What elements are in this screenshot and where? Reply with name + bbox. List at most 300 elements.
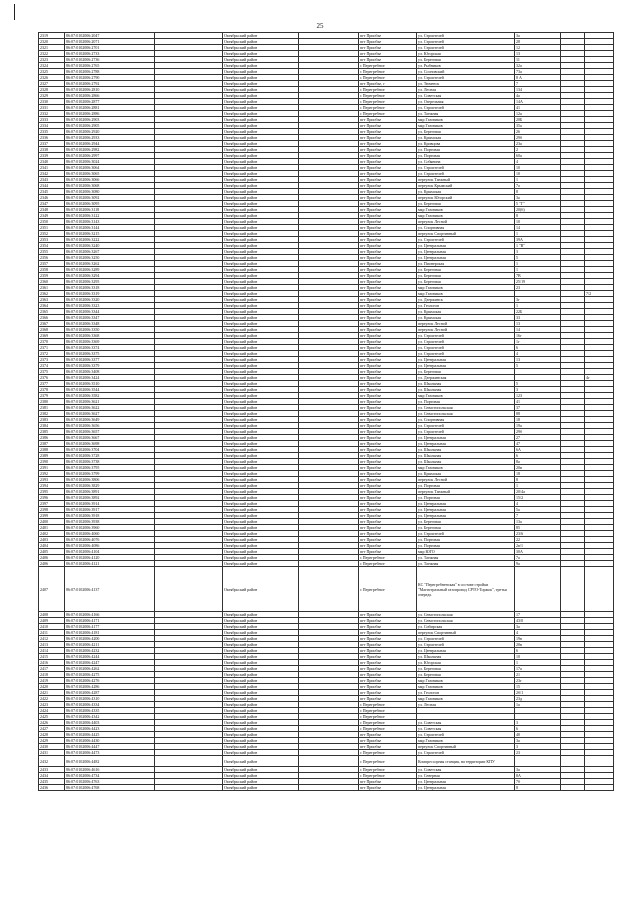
street: ул. Школьная: [417, 387, 515, 393]
cadastral-number: 86:07:0102006:4430: [65, 738, 155, 744]
cadastral-number: 86:07:0102006:3064: [65, 165, 155, 171]
locality: пгт Приобье: [359, 624, 417, 630]
district: Октябрьский район: [223, 429, 299, 435]
row-number: 2349: [39, 213, 65, 219]
locality: пгт Приобье: [359, 147, 417, 153]
row-number: 2355: [39, 249, 65, 255]
locality: пгт Приобье: [359, 243, 417, 249]
locality: пгт Приобье: [359, 303, 417, 309]
district: Октябрьский район: [223, 471, 299, 477]
cadastral-number: 86:07:0102006:3918: [65, 513, 155, 519]
cadastral-number: 86:07:0102006:4121: [65, 561, 155, 567]
district: Октябрьский район: [223, 93, 299, 99]
extra-cell: 4г: [585, 375, 614, 381]
street: переулок Лесной: [417, 327, 515, 333]
row-number: 2353: [39, 237, 65, 243]
locality: с Перегребное: [359, 75, 417, 81]
street: мкр Газовиков: [417, 207, 515, 213]
house-number: 27: [515, 435, 561, 441]
row-number: 2347: [39, 201, 65, 207]
house-number: 5а: [515, 507, 561, 513]
street: ул. Береговая: [417, 57, 515, 63]
row-number: 2380: [39, 399, 65, 405]
house-number: 6: [515, 648, 561, 654]
street: ул. Строителей: [417, 429, 515, 435]
house-number: 3: [515, 720, 561, 726]
row-number: 2378: [39, 387, 65, 393]
locality: с Перегребное: [359, 720, 417, 726]
locality: пгт Приобье: [359, 135, 417, 141]
district: Октябрьский район: [223, 654, 299, 660]
street: ул. Рыбников: [417, 63, 515, 69]
street: ул. Береговая: [417, 279, 515, 285]
district: Октябрьский район: [223, 33, 299, 39]
street: переулок Югорский: [417, 195, 515, 201]
row-number: 2360: [39, 279, 65, 285]
locality: пгт Приобье: [359, 477, 417, 483]
cadastral-number: 86:07:0102006:3917: [65, 507, 155, 513]
cadastral-number: 86:07:0102006:4734: [65, 773, 155, 779]
row-number: 2322: [39, 51, 65, 57]
cadastral-number: 86:07:0102006:4423: [65, 726, 155, 732]
street: ул. Таежная: [417, 111, 515, 117]
cadastral-number: 86:07:0102006:2920: [65, 129, 155, 135]
street: ул. Портовая: [417, 399, 515, 405]
extra-cell: [561, 567, 585, 612]
house-number: 39А: [515, 237, 561, 243]
street: ул. Центральная: [417, 255, 515, 261]
house-number: 4а: [515, 93, 561, 99]
locality: пгт Приобье: [359, 273, 417, 279]
row-number: 2382: [39, 411, 65, 417]
row-number: 2412: [39, 636, 65, 642]
cadastral-number: 86:07:0102006:3318: [65, 285, 155, 291]
locality: пгт Приобье: [359, 333, 417, 339]
street: ул. Строителей: [417, 642, 515, 648]
locality: пгт Приобье: [359, 672, 417, 678]
district: Октябрьский район: [223, 279, 299, 285]
row-number: 2406: [39, 555, 65, 561]
locality: пгт Приобье: [359, 648, 417, 654]
row-number: 2428: [39, 732, 65, 738]
row-number: 2433: [39, 767, 65, 773]
locality: с Перегребное: [359, 561, 417, 567]
locality: с Перегребное: [359, 756, 417, 767]
locality: пгт Приобье: [359, 357, 417, 363]
row-number: 2397: [39, 501, 65, 507]
district: Октябрьский район: [223, 57, 299, 63]
house-number: 7: [515, 513, 561, 519]
house-number: 12а: [515, 111, 561, 117]
district: Октябрьский район: [223, 69, 299, 75]
district: Октябрьский район: [223, 779, 299, 785]
street: ул. Школьная: [417, 381, 515, 387]
street: ул. Геологов: [417, 690, 515, 696]
street: ул. Строителей: [417, 345, 515, 351]
district: Октябрьский район: [223, 624, 299, 630]
row-number: 2359: [39, 273, 65, 279]
row-number: 2338: [39, 147, 65, 153]
extra-cell: 7/2: [585, 291, 614, 297]
row-number: 2325: [39, 69, 65, 75]
cadastral-number: 86:07:0102006:3222: [65, 237, 155, 243]
district: Октябрьский район: [223, 45, 299, 51]
district: Октябрьский район: [223, 465, 299, 471]
cadastral-number: 86:07:0102006:4137: [65, 567, 155, 612]
house-number: [515, 756, 561, 767]
street: ул. Сибирская: [417, 624, 515, 630]
locality: пгт Приобье: [359, 171, 417, 177]
cadastral-number: 86:07:0102006:3347: [65, 315, 155, 321]
locality: пгт Приобье: [359, 660, 417, 666]
street: ул. Таежная: [417, 561, 515, 567]
row-number: 2328: [39, 87, 65, 93]
locality: пгт Приобье: [359, 249, 417, 255]
district: Октябрьский район: [223, 489, 299, 495]
house-number: 18: [515, 471, 561, 477]
district: Октябрьский район: [223, 678, 299, 684]
district: Октябрьский район: [223, 237, 299, 243]
district: Октябрьский район: [223, 267, 299, 273]
row-number: 2321: [39, 45, 65, 51]
row-number: 2351: [39, 225, 65, 231]
locality: пгт Приобье: [359, 57, 417, 63]
cadastral-number: 86:07:0102006:4120: [65, 555, 155, 561]
house-number: 15: [515, 684, 561, 690]
district: Октябрьский район: [223, 81, 299, 87]
district: Октябрьский район: [223, 225, 299, 231]
district: Октябрьский район: [223, 660, 299, 666]
cadastral-number: 86:07:0102006:3240: [65, 243, 155, 249]
house-number: 23д: [515, 696, 561, 702]
district: Октябрьский район: [223, 87, 299, 93]
cadastral-number: 86:07:0102006:3319: [65, 291, 155, 297]
district: Октябрьский район: [223, 327, 299, 333]
locality: с Перегребное: [359, 567, 417, 612]
locality: с Перегребное: [359, 99, 417, 105]
district: Октябрьский район: [223, 411, 299, 417]
house-number: 28: [515, 39, 561, 45]
district: Октябрьский район: [223, 357, 299, 363]
house-number: 3а: [515, 33, 561, 39]
district: Октябрьский район: [223, 213, 299, 219]
cadastral-number: 86:07:0102006:3143: [65, 219, 155, 225]
row-number: 2350: [39, 219, 65, 225]
street: ул. Строителей: [417, 105, 515, 111]
house-number: 30А: [515, 549, 561, 555]
locality: пгт Приобье: [359, 393, 417, 399]
district: Октябрьский район: [223, 99, 299, 105]
street: ул. Портовая: [417, 483, 515, 489]
cadastral-number: 86:07:0102006:2047: [65, 33, 155, 39]
cadastral-number: 86:07:0102006:3728: [65, 453, 155, 459]
row-number: 2387: [39, 441, 65, 447]
street: ул. Собянина: [417, 159, 515, 165]
locality: пгт Приобье: [359, 636, 417, 642]
street: ул. Центральная: [417, 648, 515, 654]
district: Октябрьский район: [223, 399, 299, 405]
row-number: 2390: [39, 459, 65, 465]
row-number: 2330: [39, 99, 65, 105]
street: переулок Таежный: [417, 177, 515, 183]
row-number: 2434: [39, 773, 65, 779]
street: ул. Центральная: [417, 501, 515, 507]
street: ул. Береговая: [417, 369, 515, 375]
district: Октябрьский район: [223, 732, 299, 738]
row-number: 2372: [39, 351, 65, 357]
row-number: 2345: [39, 189, 65, 195]
street: ул. Севастопольская: [417, 618, 515, 624]
street: переулок Спортивный: [417, 744, 515, 750]
row-number: 2423: [39, 702, 65, 708]
row-number: 2386: [39, 435, 65, 441]
district: Октябрьский район: [223, 201, 299, 207]
street: ул. Строителей: [417, 531, 515, 537]
district: Октябрьский район: [223, 75, 299, 81]
house-number: 1 "В": [515, 243, 561, 249]
house-number: 40: [515, 732, 561, 738]
house-number: 134: [515, 87, 561, 93]
street: мкр ЮГО: [417, 549, 515, 555]
cadastral-number: 86:07:0102006:2701: [65, 45, 155, 51]
cadastral-number: 86:07:0102006:3738: [65, 459, 155, 465]
cadastral-number: 86:07:0102006:3667: [65, 435, 155, 441]
locality: пгт Приобье: [359, 123, 417, 129]
locality: пгт Приобье: [359, 423, 417, 429]
house-number: 7: [515, 81, 561, 87]
street: ул. Советская: [417, 93, 515, 99]
cadastral-number: 86:07:0102006:3295: [65, 279, 155, 285]
street: мкр Газовиков: [417, 678, 515, 684]
empty-cell: [155, 756, 223, 767]
street: ул. Севастопольская: [417, 405, 515, 411]
house-number: 2: [515, 147, 561, 153]
extra-cell: [585, 756, 614, 767]
extra-cell: [561, 756, 585, 767]
row-number: 2431: [39, 750, 65, 756]
row-number: 2430: [39, 744, 65, 750]
street: КС "Перегребненская" в составе стройки "Магистральный газопровод СРТО-Торжок", третья очередь: [417, 567, 515, 612]
street: ул. Северная: [417, 773, 515, 779]
cadastral-number: 86:07:0102006:3066: [65, 177, 155, 183]
district: Октябрьский район: [223, 63, 299, 69]
house-number: 4: [515, 501, 561, 507]
street: ул. Спортивная: [417, 225, 515, 231]
row-number: 2341: [39, 165, 65, 171]
house-number: 12: [515, 45, 561, 51]
cadastral-number: 86:07:0102006:3215: [65, 231, 155, 237]
cadastral-number: 86:07:0102006:4104: [65, 549, 155, 555]
house-number: 1: [515, 267, 561, 273]
street: ул. Береговая: [417, 519, 515, 525]
street: ул. Строителей: [417, 636, 515, 642]
street: ул. Крымская: [417, 135, 515, 141]
row-number: 2324: [39, 63, 65, 69]
house-number: 8: [515, 213, 561, 219]
house-number: 7а: [515, 555, 561, 561]
cadastral-number: 86:07:0102006:2881: [65, 105, 155, 111]
street: ул. Сосновский: [417, 69, 515, 75]
district: Октябрьский район: [223, 183, 299, 189]
row-number: 2366: [39, 315, 65, 321]
house-number: 6: [515, 453, 561, 459]
cadastral-number: 86:07:0102006:3510: [65, 381, 155, 387]
row-number: 2331: [39, 105, 65, 111]
row-number: 2406: [39, 561, 65, 567]
row-number: 2418: [39, 672, 65, 678]
locality: пгт Приобье: [359, 237, 417, 243]
street: ул. Школьная: [417, 453, 515, 459]
row-number: 2354: [39, 243, 65, 249]
cadastral-number: 86:07:0102006:3544: [65, 387, 155, 393]
street: ул. Центральная: [417, 357, 515, 363]
district: Октябрьский район: [223, 285, 299, 291]
row-number: 2358: [39, 267, 65, 273]
house-number: 29б: [515, 429, 561, 435]
street: ул. Строителей: [417, 171, 515, 177]
street: Компрессорная станция, на территории КПУ: [417, 756, 515, 767]
row-number: 2421: [39, 690, 65, 696]
house-number: 10: [515, 171, 561, 177]
locality: с Перегребное: [359, 773, 417, 779]
cadastral-number: 86:07:0102006:3368: [65, 333, 155, 339]
street: переулок Крымский: [417, 183, 515, 189]
cadastral-number: 86:07:0102006:4473: [65, 750, 155, 756]
house-number: 13: [515, 357, 561, 363]
cadastral-number: 86:07:0102006:3294: [65, 273, 155, 279]
street: мкр Газовиков: [417, 684, 515, 690]
row-number: 2364: [39, 303, 65, 309]
district: Октябрьский район: [223, 333, 299, 339]
locality: пгт Приобье: [359, 684, 417, 690]
row-number: 2371: [39, 345, 65, 351]
house-number: 4: [515, 630, 561, 636]
locality: пгт Приобье: [359, 345, 417, 351]
row-number: 2329: [39, 93, 65, 99]
cadastral-number: 86:07:0102006:2997: [65, 153, 155, 159]
locality: пгт Приобье: [359, 327, 417, 333]
locality: пгт Приобье: [359, 297, 417, 303]
cadastral-number: 86:07:0102006:4276: [65, 678, 155, 684]
house-number: 1: [515, 483, 561, 489]
house-number: 20в: [515, 465, 561, 471]
district: Октябрьский район: [223, 315, 299, 321]
cadastral-number: 86:07:0102006:4425: [65, 732, 155, 738]
district: Октябрьский район: [223, 696, 299, 702]
district: Октябрьский район: [223, 129, 299, 135]
house-number: 23: [515, 285, 561, 291]
cadastral-number: 86:07:0102006:4403: [65, 720, 155, 726]
district: Октябрьский район: [223, 123, 299, 129]
district: Октябрьский район: [223, 105, 299, 111]
house-number: 8: [515, 785, 561, 791]
row-number: 2365: [39, 309, 65, 315]
page-number: 25: [316, 22, 324, 30]
street: ул. Школьная: [417, 654, 515, 660]
district: Октябрьский район: [223, 393, 299, 399]
row-number: 2424: [39, 708, 65, 714]
house-number: 13а: [515, 519, 561, 525]
cadastral-number: 86:07:0102006:3698: [65, 441, 155, 447]
house-number: 4: [515, 159, 561, 165]
street: ул. Центральная: [417, 435, 515, 441]
row-number: 2425: [39, 714, 65, 720]
district: Октябрьский район: [223, 636, 299, 642]
street: ул. Береговая: [417, 273, 515, 279]
district: Октябрьский район: [223, 767, 299, 773]
house-number: 20в: [515, 642, 561, 648]
locality: пгт Приобье: [359, 399, 417, 405]
street: мкр Газовиков: [417, 738, 515, 744]
cadastral-number: 86:07:0102006:4763: [65, 779, 155, 785]
cadastral-number: 86:07:0102006:2905: [65, 123, 155, 129]
house-number: 7В: [515, 273, 561, 279]
locality: пгт Приобье: [359, 459, 417, 465]
locality: пгт Приобье: [359, 387, 417, 393]
locality: пгт Приобье: [359, 33, 417, 39]
house-number: 5 "Г": [515, 201, 561, 207]
street: ул. Береговая: [417, 525, 515, 531]
district: Октябрьский район: [223, 543, 299, 549]
street: ул. Дзержинская: [417, 375, 515, 381]
house-number: 8: [515, 477, 561, 483]
cadastral-number: 86:07:0102006:4232: [65, 648, 155, 654]
cadastral-number: 86:07:0102006:4244: [65, 654, 155, 660]
locality: пгт Приобье: [359, 435, 417, 441]
district: Октябрьский район: [223, 756, 299, 767]
cadastral-number: 86:07:0102006:3118: [65, 207, 155, 213]
row-number: 2422: [39, 696, 65, 702]
district: Октябрьский район: [223, 417, 299, 423]
house-number: 19а: [515, 423, 561, 429]
house-number: 3а: [515, 738, 561, 744]
house-number: 20(6): [515, 207, 561, 213]
house-number: 8А: [515, 773, 561, 779]
street: ул. Портовая: [417, 153, 515, 159]
cadastral-number: 86:07:0102006:4177: [65, 624, 155, 630]
house-number: 3: [515, 249, 561, 255]
row-number: 2361: [39, 285, 65, 291]
cadastral-number: 86:07:0102006:4482: [65, 756, 155, 767]
locality: пгт Приобье: [359, 429, 417, 435]
cadastral-number: 86:07:0102006:4181: [65, 630, 155, 636]
cadastral-number: 86:07:0102006:2736: [65, 57, 155, 63]
district: Октябрьский район: [223, 195, 299, 201]
locality: пгт Приобье: [359, 45, 417, 51]
row-number: 2409: [39, 618, 65, 624]
locality: с Перегребное: [359, 767, 417, 773]
cadastral-number: 86:07:0102006:3350: [65, 327, 155, 333]
locality: пгт Приобье: [359, 375, 417, 381]
locality: пгт Приобье: [359, 195, 417, 201]
cadastral-number: 86:07:0102006:4200: [65, 636, 155, 642]
cadastral-number: 86:07:0102006:3250: [65, 255, 155, 261]
district: Октябрьский район: [223, 363, 299, 369]
row-number: 2411: [39, 630, 65, 636]
cadastral-number: 86:07:0102006:3649: [65, 417, 155, 423]
cadastral-number: 86:07:0102006:4166: [65, 612, 155, 618]
district: Октябрьский район: [223, 381, 299, 387]
street: ул. Пионерская: [417, 261, 515, 267]
district: Октябрьский район: [223, 243, 299, 249]
row-number: 2399: [39, 513, 65, 519]
empty-cell: [299, 756, 359, 767]
street: мкр Газовиков: [417, 291, 515, 297]
street: ул. Строителей: [417, 237, 515, 243]
district: Октябрьский район: [223, 189, 299, 195]
street: ул. Югорская: [417, 51, 515, 57]
district: Октябрьский район: [223, 459, 299, 465]
